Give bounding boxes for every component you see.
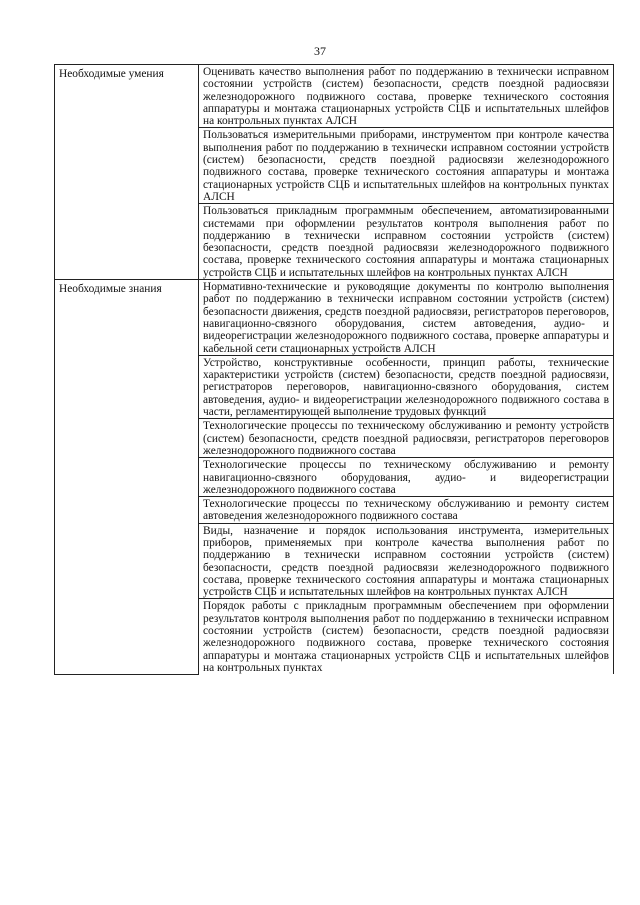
page-number: 37 <box>314 44 326 58</box>
knowledge-item-2: Устройство, конструктивные особенности, принцип работы, технические характеристики устройств (систем) безопасности, средств поездной радиосвязи, регистраторов переговоров, навигационно-связного оборудования, систем автоведения, аудио- и видеорегистрации железнодорожного подвижного состава в части, регламентирующей выполнение трудовых функций <box>199 355 614 418</box>
table-row <box>55 280 614 356</box>
skill-item-1: Оценивать качество выполнения работ по поддержанию в технически исправном состоянии устройств (систем) безопасности, средств поездной радиосвязи железнодорожного подвижного состава, проверке технического состояния аппаратуры и монтажа стационарных устройств СЦБ и испытательных шлейфов на контрольных пунктах АЛСН <box>199 65 614 128</box>
skill-item-3: Пользоваться прикладным программным обеспечением, автоматизированными системами при оформлении результатов контроля выполнения работ по поддержанию в технически исправном состоянии устройств (систем) безопасности, средств поездной радиосвязи железнодорожного подвижного состава, проверке технического состояния аппаратуры и монтажа стационарных устройств СЦБ и испытательных шлейфов на контрольных пунктах АЛСН <box>199 204 614 280</box>
competency-table <box>54 64 614 675</box>
table-row <box>55 65 614 128</box>
knowledge-item-1: Нормативно-технические и руководящие документы по контролю выполнения работ по поддержанию в технически исправном состоянии устройств (систем) безопасности движения, средств поездной радиосвязи, регистраторов переговоров, навигационно-связного оборудования, систем автоведения, аудио- и видеорегистрации железнодорожного подвижного состава, проверке аппаратуры и кабельной сети стационарных устройств АЛСН <box>199 280 614 356</box>
knowledge-item-7: Порядок работы с прикладным программным обеспечением при оформлении результатов контроля выполнения работ по поддержанию в технически исправном состоянии устройств (систем) безопасности, средств поездной радиосвязи железнодорожного подвижного состава, проверке технического состояния аппаратуры и монтажа стационарных устройств СЦБ и испытательных шлейфов на контрольных пунктах <box>199 599 614 674</box>
knowledge-item-5: Технологические процессы по техническому обслуживанию и ремонту систем автоведения железнодорожного подвижного состава <box>199 497 614 524</box>
knowledge-item-3: Технологические процессы по техническому обслуживанию и ремонту устройств (систем) безопасности, средств поездной радиосвязи, регистраторов переговоров железнодорожного подвижного состава <box>199 419 614 458</box>
knowledge-item-4: Технологические процессы по техническому обслуживанию и ремонту навигационно-связного оборудования, аудио- и видеорегистрации железнодорожного подвижного состава <box>199 458 614 497</box>
knowledge-item-6: Виды, назначение и порядок использования инструмента, измерительных приборов, применяемых при контроле качества выполнения работ по поддержанию в технически исправном состоянии устройств (систем) безопасности, средств поездной радиосвязи железнодорожного подвижного состава, проверке технического состояния аппаратуры и монтажа стационарных устройств СЦБ и испытательных шлейфов на контрольных пунктах АЛСН <box>199 523 614 599</box>
skill-item-2: Пользоваться измерительными приборами, инструментом при контроле качества выполнения работ по поддержанию в технически исправном состоянии устройств (систем) безопасности, средств поездной радиосвязи железнодорожного подвижного состава, проверке технического состояния аппаратуры и монтажа стационарных устройств СЦБ и испытательных шлейфов на контрольных пунктах АЛСН <box>199 128 614 204</box>
section-label-skills: Необходимые умения <box>55 65 199 280</box>
section-label-knowledge: Необходимые знания <box>55 280 199 675</box>
